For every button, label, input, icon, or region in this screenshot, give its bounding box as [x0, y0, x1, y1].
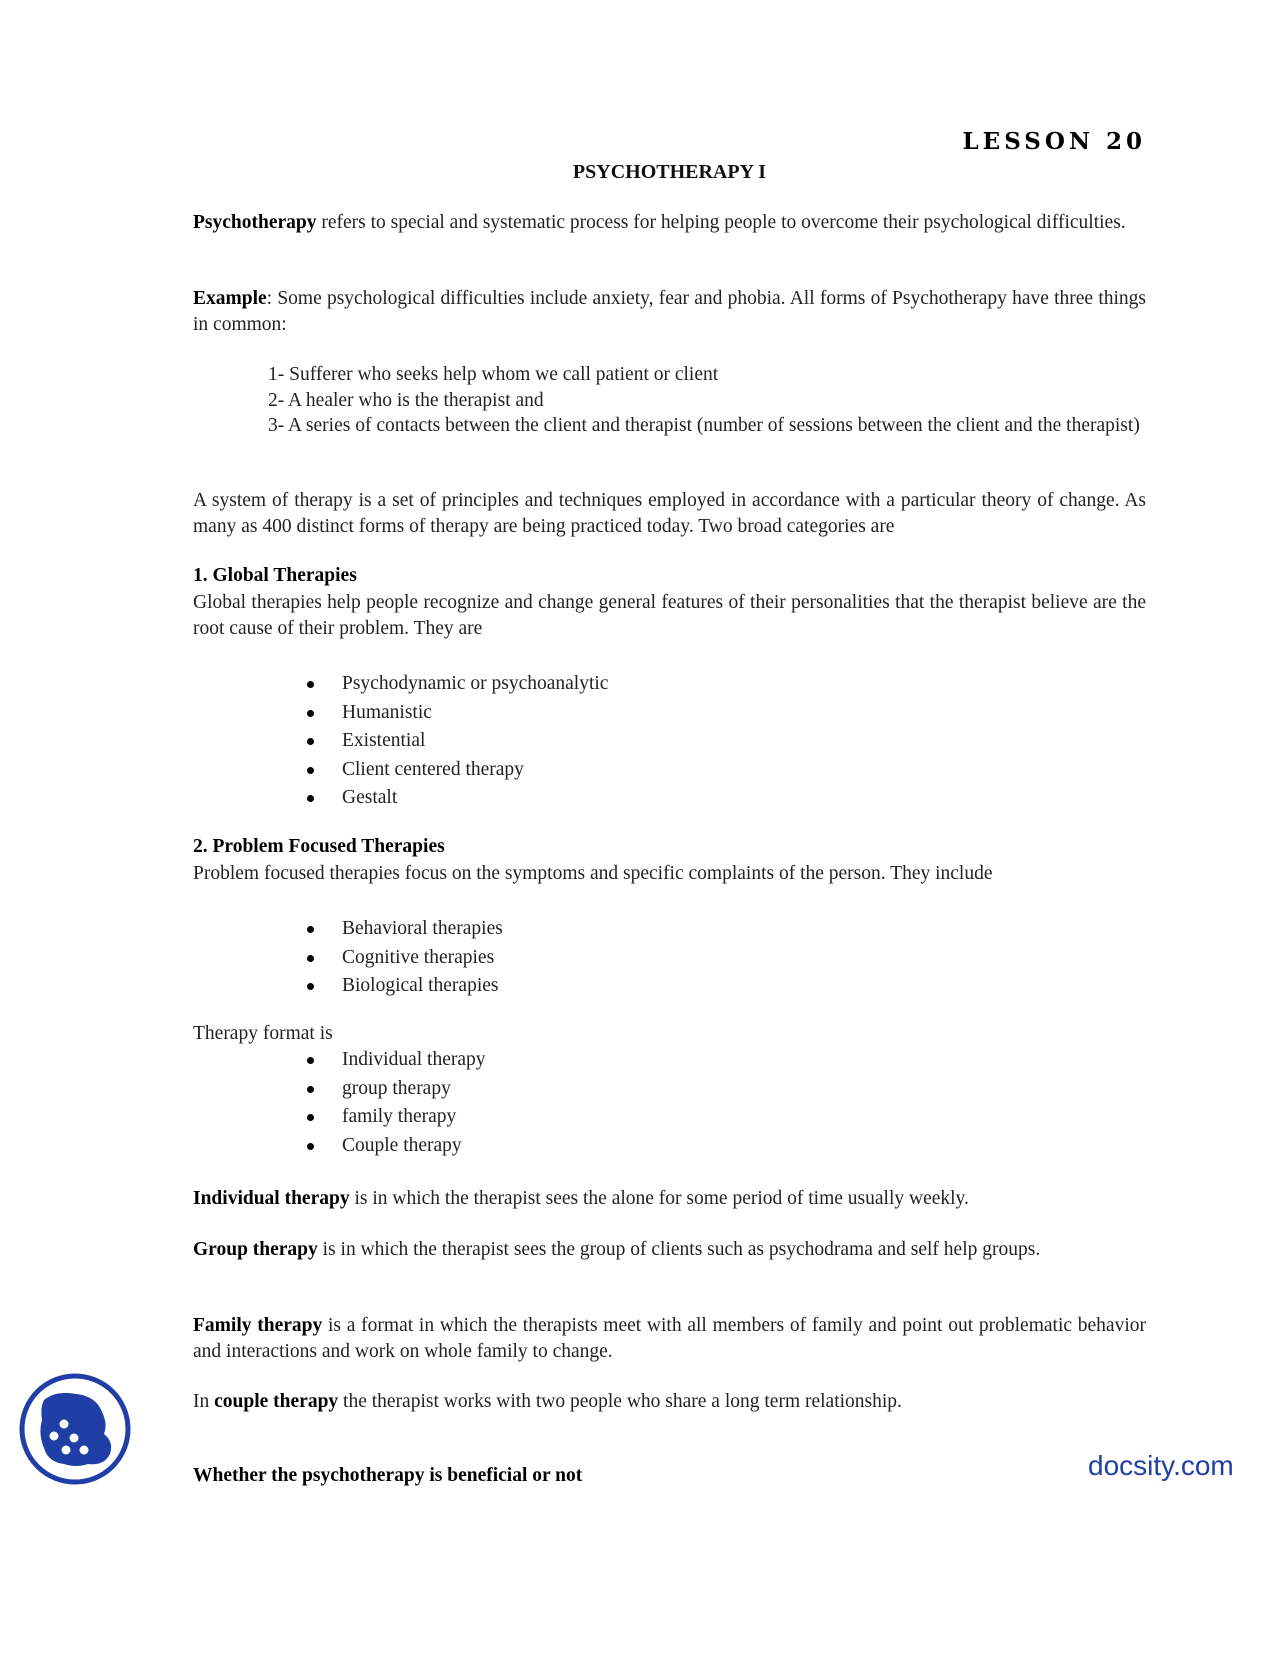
group-therapy-paragraph — [193, 1237, 1146, 1263]
problem-focused-list — [300, 915, 503, 1001]
group-therapy-term: Group therapy — [193, 1239, 318, 1260]
couple-therapy-text: the therapist works with two people who share a long term relationship. — [338, 1391, 902, 1412]
list-item: Gestalt — [300, 784, 608, 813]
docsity-logo-icon — [18, 1372, 132, 1486]
lesson-number: LESSON 20 — [962, 128, 1146, 155]
group-therapy-text: is in which the therapist sees the group of clients such as psychodrama and self help groups. — [317, 1239, 1041, 1260]
list-item: family therapy — [300, 1103, 486, 1132]
individual-therapy-term: Individual therapy — [193, 1188, 350, 1209]
list-item: Biological therapies — [300, 972, 503, 1001]
docsity-brand[interactable]: docsity.com — [1088, 1450, 1234, 1481]
list-item: 1- Sufferer who seeks help whom we call patient or client — [268, 364, 719, 385]
family-therapy-text: is a format in which the therapists meet with all members of family and point out problematic behavior and interactions and work on whole family to change. — [193, 1315, 1146, 1362]
therapy-format-list — [300, 1046, 486, 1160]
list-item: 2- A healer who is the therapist and — [268, 389, 544, 411]
family-therapy-term: Family therapy — [193, 1315, 323, 1336]
intro-paragraph — [193, 210, 1146, 236]
intro-definition: refers to special and systematic process for helping people to overcome their psychological difficulties. — [316, 212, 1126, 233]
couple-therapy-paragraph — [193, 1389, 1146, 1415]
list-item: group therapy — [300, 1075, 486, 1104]
couple-therapy-pre: In — [193, 1391, 215, 1412]
common-things-list — [268, 362, 1146, 439]
example-text: : Some psychological difficulties include anxiety, fear and phobia. All forms of Psychotherapy have three things in common: — [193, 288, 1146, 335]
list-item: Existential — [300, 727, 608, 756]
list-item: Behavioral therapies — [300, 915, 503, 944]
couple-therapy-term: couple therapy — [214, 1391, 339, 1412]
example-label: Example — [193, 288, 267, 309]
list-item: Couple therapy — [300, 1132, 486, 1161]
therapy-format-intro: Therapy format is — [193, 1023, 333, 1044]
list-item: Humanistic — [300, 699, 608, 728]
individual-therapy-text: is in which the therapist sees the alone for some period of time usually weekly. — [349, 1188, 969, 1209]
global-therapies-heading: 1. Global Therapies — [193, 565, 357, 586]
list-item: 3- A series of contacts between the client and therapist (number of sessions between the client and the therapist) — [268, 415, 1140, 436]
system-paragraph: A system of therapy is a set of principles and techniques employed in accordance with a particular theory of change. As many as 400 distinct forms of therapy are being practiced today. Two broad categories are — [193, 490, 1146, 537]
list-item: Individual therapy — [300, 1046, 486, 1075]
list-item: Psychodynamic or psychoanalytic — [300, 670, 608, 699]
global-therapies-text: Global therapies help people recognize and change general features of their personalities that the therapist believe are the root cause of their problem. They are — [193, 592, 1146, 639]
problem-focused-text: Problem focused therapies focus on the symptoms and specific complaints of the person. They include — [193, 863, 993, 884]
individual-therapy-paragraph — [193, 1186, 1146, 1212]
closing-heading: Whether the psychotherapy is beneficial or not — [193, 1465, 583, 1486]
family-therapy-paragraph — [193, 1313, 1146, 1364]
list-item: Client centered therapy — [300, 756, 608, 785]
global-therapies-list — [300, 670, 608, 813]
example-paragraph — [193, 286, 1146, 337]
page-title: PSYCHOTHERAPY I — [572, 161, 767, 183]
problem-focused-heading: 2. Problem Focused Therapies — [193, 836, 445, 857]
intro-term: Psychotherapy — [193, 212, 317, 233]
list-item: Cognitive therapies — [300, 944, 503, 973]
